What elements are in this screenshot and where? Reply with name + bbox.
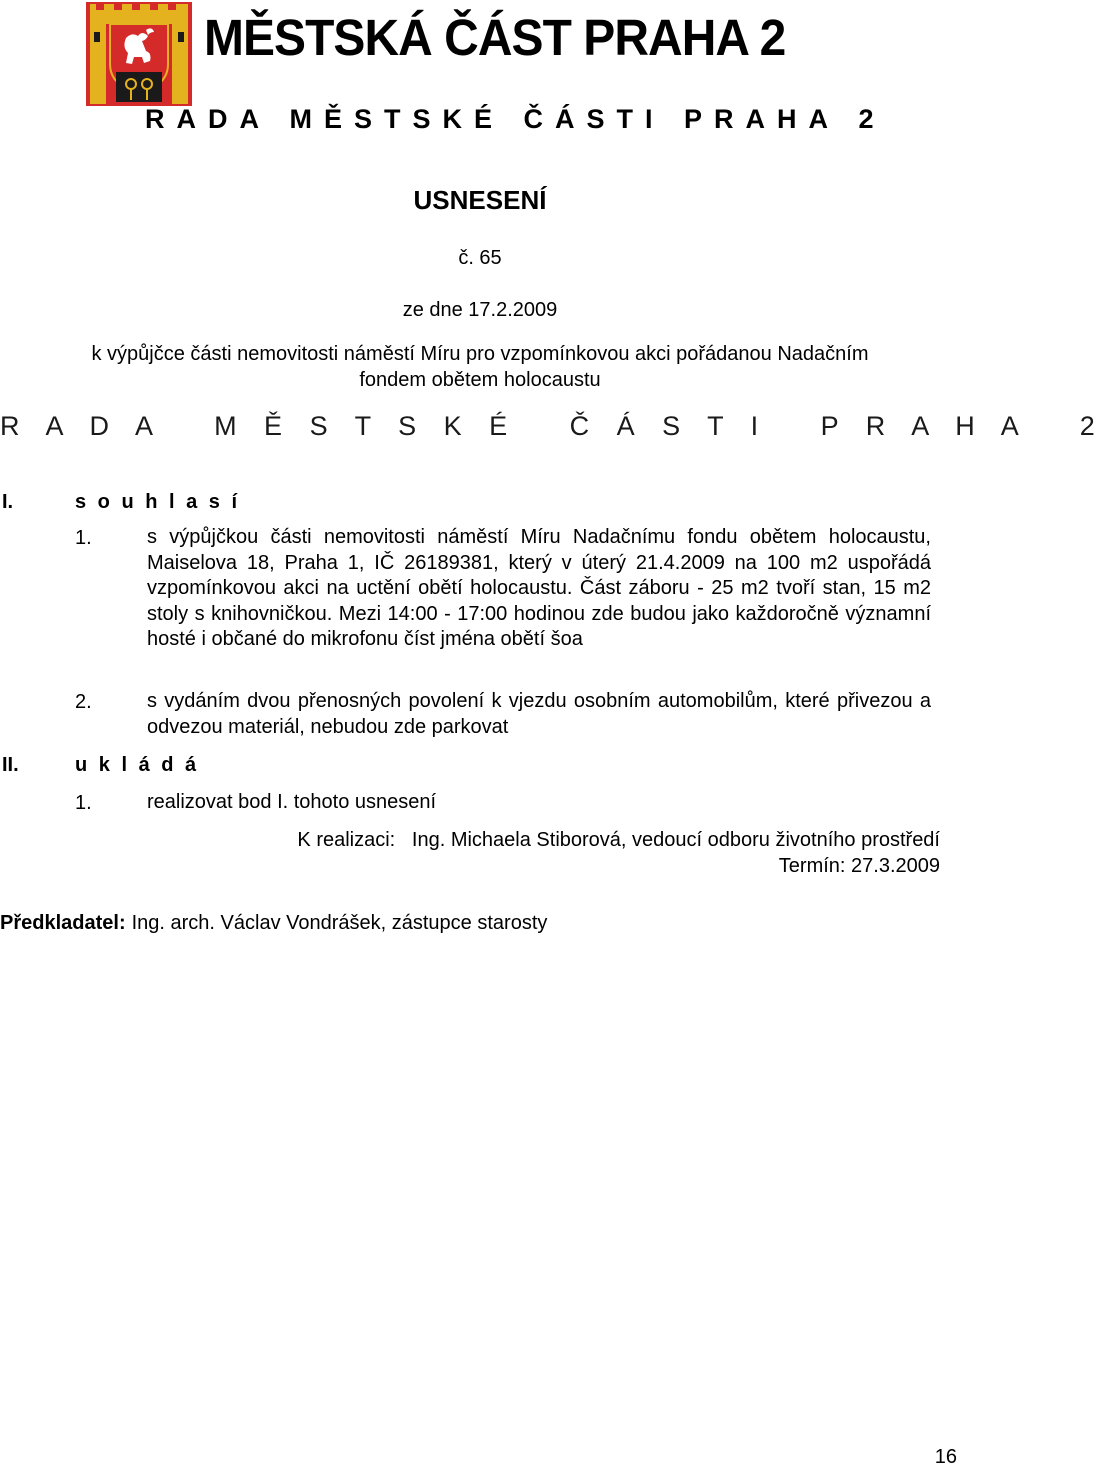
section-heading: s o u h l a s í [75, 491, 241, 513]
header-subtitle: RADA MĚSTSKÉ ČÁSTI PRAHA 2 [145, 104, 886, 134]
proposer-label: Předkladatel: [0, 912, 126, 934]
proposer [0, 912, 547, 935]
item-number: 1. [75, 792, 92, 814]
responsible-person: K realizaci: Ing. Michaela Stiborová, vedoucí odboru životního prostředí [297, 829, 940, 851]
item-text: s výpůjčkou části nemovitosti náměstí Míru Nadačnímu fondu obětem holocaustu, Maiselova 18, Praha 1, IČ 26189381, který v úterý 21.4.2009 na 100 m2 uspořádá vzpomínkovou akci na uctění obětí holocaustu. Část záboru - 25 m2 tvoří stan, 15 m2 stoly s knihovničkou. Mezi 14:00 - 17:00 hodinou zde budou jako každoročně významní hosté i občané do mikrofonu číst jména obětí šoa [147, 526, 931, 650]
document-number: č. 65 [458, 247, 502, 269]
subject-line: k výpůjčce části nemovitosti náměstí Míru pro vzpomínkovou akci pořádanou Nadačním [91, 343, 869, 365]
section-heading: u k l á d á [75, 754, 200, 776]
subject-line: fondem obětem holocaustu [359, 369, 601, 391]
section-number: I. [2, 491, 14, 513]
proposer-name: Ing. arch. Václav Vondrášek, zástupce starosty [131, 912, 548, 934]
document-date: ze dne 17.2.2009 [402, 299, 558, 321]
item-text: realizovat bod I. tohoto usnesení [147, 791, 437, 813]
prague-2-coat-of-arms-icon [86, 2, 192, 106]
responsibility-block [297, 827, 940, 879]
header-title: MĚSTSKÁ ČÁST PRAHA 2 [204, 9, 786, 66]
section-number: II. [2, 754, 19, 776]
item-text: s vydáním dvou přenosných povolení k vjezdu osobním automobilům, které přivezou a odvezou materiál, nebudou zde parkovat [147, 690, 931, 738]
document-title: USNESENÍ [413, 185, 547, 215]
page-number: 16 [934, 1446, 957, 1468]
deadline: Termín: 27.3.2009 [778, 855, 940, 877]
item-number: 1. [75, 527, 92, 549]
council-name: R A D A M Ě S T S K É Č Á S T I P R A H A 2 [0, 411, 1105, 441]
document-subject [0, 341, 960, 393]
item-number: 2. [75, 691, 92, 713]
